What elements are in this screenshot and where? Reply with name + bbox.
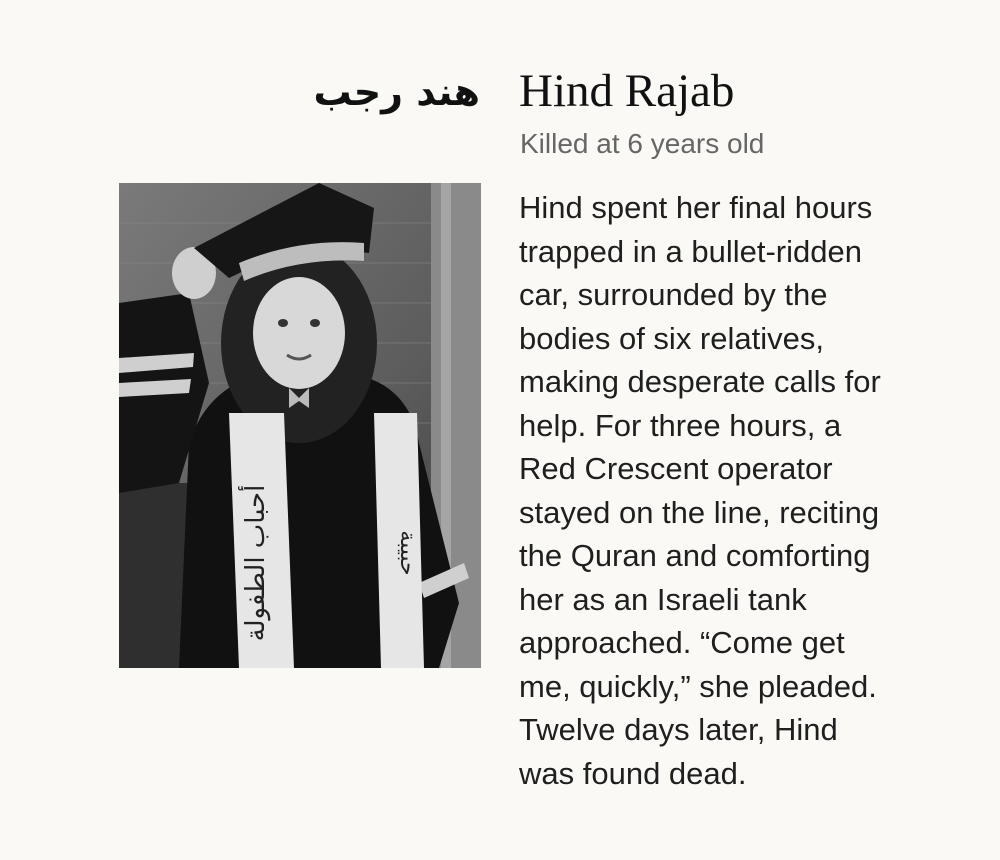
bio-line: me, quickly,” she pleaded. — [519, 668, 877, 704]
sash-right-text: حبيبة — [395, 530, 420, 576]
bio-line: Red Crescent operator — [519, 451, 833, 486]
bio-line: making desperate calls for — [519, 364, 881, 399]
portrait-photo — [119, 183, 481, 668]
bio-line: stayed on the line, reciting — [519, 494, 880, 530]
bio-line: car, surrounded by the — [519, 277, 828, 312]
bio-line: Twelve days later, Hind — [519, 712, 838, 747]
bio-line: help. For three hours, a — [519, 407, 842, 443]
bio-line: Hind spent her final hours — [519, 190, 873, 225]
bio-line: trapped in a bullet-ridden — [519, 233, 862, 269]
bio-line: approached. “Come get — [519, 625, 845, 660]
bio-line: the Quran and comforting — [519, 538, 871, 573]
sash-left-text: أحباب الطفولة — [241, 484, 271, 642]
age-subtitle: Killed at 6 years old — [520, 128, 765, 159]
bio-line: her as an Israeli tank — [519, 581, 807, 617]
person-name: Hind Rajab — [519, 65, 735, 117]
bio-line: bodies of six relatives, — [519, 320, 824, 356]
bio-text — [519, 186, 949, 795]
bio-line: was found dead. — [519, 755, 747, 791]
arabic-name: هند رجب — [313, 70, 480, 114]
